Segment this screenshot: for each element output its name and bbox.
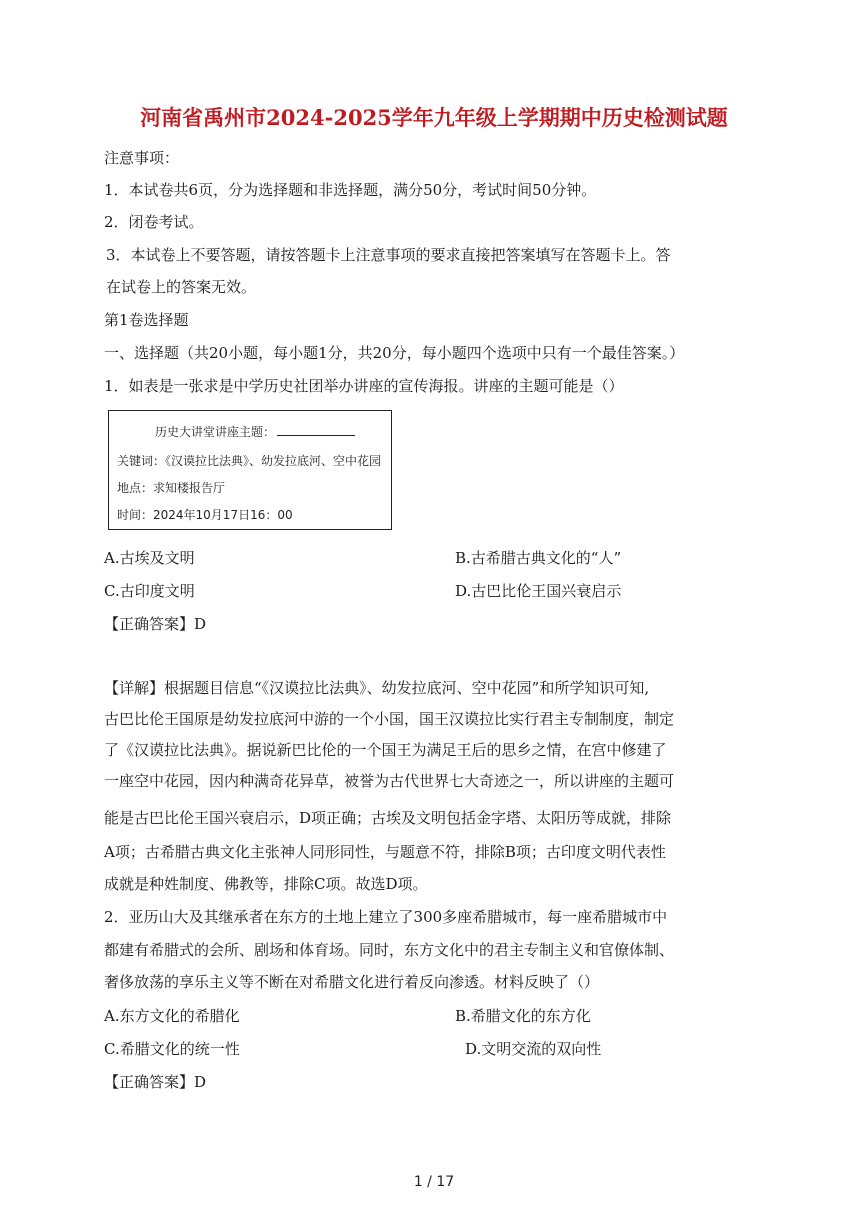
lecture-poster <box>108 410 392 530</box>
poster-time: 时间：2024年10月17日16：00 <box>117 508 293 522</box>
q1-option-d: D.古巴比伦王国兴衰启示 <box>455 582 622 600</box>
notes-item-2: 2．闭卷考试。 <box>104 213 204 231</box>
q1-option-c: C.古印度文明 <box>104 582 195 600</box>
q2-option-a: A.东方文化的希腊化 <box>104 1007 240 1025</box>
q2-option-c: C.希腊文化的统一性 <box>104 1040 240 1058</box>
q1-detail-line: 古巴比伦王国原是幼发拉底河中游的一个小国，国王汉谟拉比实行君主专制制度，制定 <box>104 710 675 728</box>
notes-item-3-line-2: 在试卷上的答案无效。 <box>106 278 257 296</box>
q2-option-d: D.文明交流的双向性 <box>465 1040 602 1058</box>
section-heading: 一、选择题（共20小题，每小题1分，共20分，每小题四个选项中只有一个最佳答案。） <box>104 344 685 362</box>
q2-option-b: B.希腊文化的东方化 <box>455 1007 591 1025</box>
q2-answer: 【正确答案】D <box>104 1073 207 1091</box>
q2-stem-line: 2．亚历山大及其继承者在东方的土地上建立了300多座希腊城市，每一座希腊城市中 <box>104 908 668 926</box>
poster-title-row <box>155 423 355 440</box>
poster-title-blank <box>277 423 355 436</box>
q1-option-a: A.古埃及文明 <box>104 549 195 567</box>
exam-title: 河南省禹州市2024-2025学年九年级上学期期中历史检测试题 <box>140 105 728 130</box>
poster-title: 历史大讲堂讲座主题： <box>155 425 276 439</box>
page-number: 1 / 17 <box>413 1174 455 1190</box>
notes-item-1: 1．本试卷共6页，分为选择题和非选择题，满分50分，考试时间50分钟。 <box>104 181 597 199</box>
notes-item-3-line-1: 3．本试卷上不要答题，请按答题卡上注意事项的要求直接把答案填写在答题卡上。答 <box>106 246 671 264</box>
q1-detail-line: 能是古巴比伦王国兴衰启示，D项正确；古埃及文明包括金字塔、太阳历等成就，排除 <box>104 809 672 827</box>
q1-detail-line: 了《汉谟拉比法典》。据说新巴比伦的一个国王为满足王后的思乡之情，在宫中修建了 <box>104 741 667 759</box>
q1-detail-line: 成就是种姓制度、佛教等，排除C项。故选D项。 <box>104 875 428 893</box>
question-1-stem: 1．如表是一张求是中学历史社团举办讲座的宣传海报。讲座的主题可能是（） <box>104 377 624 395</box>
notes-heading: 注意事项： <box>104 149 180 167</box>
poster-keywords: 关键词：《汉谟拉比法典》、幼发拉底河、空中花园 <box>117 454 382 468</box>
q2-stem-line: 奢侈放荡的享乐主义等不断在对希腊文化进行着反向渗透。材料反映了（） <box>104 973 600 991</box>
q1-option-b: B.古希腊古典文化的“人” <box>455 549 622 567</box>
q1-detail-line: 【详解】根据题目信息“《汉谟拉比法典》、幼发拉底河、空中花园”和所学知识可知, <box>104 679 650 697</box>
q1-answer: 【正确答案】D <box>104 615 207 633</box>
volume-label: 第1卷选择题 <box>104 311 189 329</box>
poster-location: 地点：求知楼报告厅 <box>117 481 226 495</box>
q1-detail-line: 一座空中花园，因内种满奇花异草，被誉为古代世界七大奇迹之一，所以讲座的主题可 <box>104 772 675 790</box>
q2-stem-line: 都建有希腊式的会所、剧场和体育场。同时，东方文化中的君主专制主义和官僚体制、 <box>104 941 675 959</box>
q1-detail-line: A项；古希腊古典文化主张神人同形同性，与题意不符，排除B项；古印度文明代表性 <box>104 843 666 861</box>
